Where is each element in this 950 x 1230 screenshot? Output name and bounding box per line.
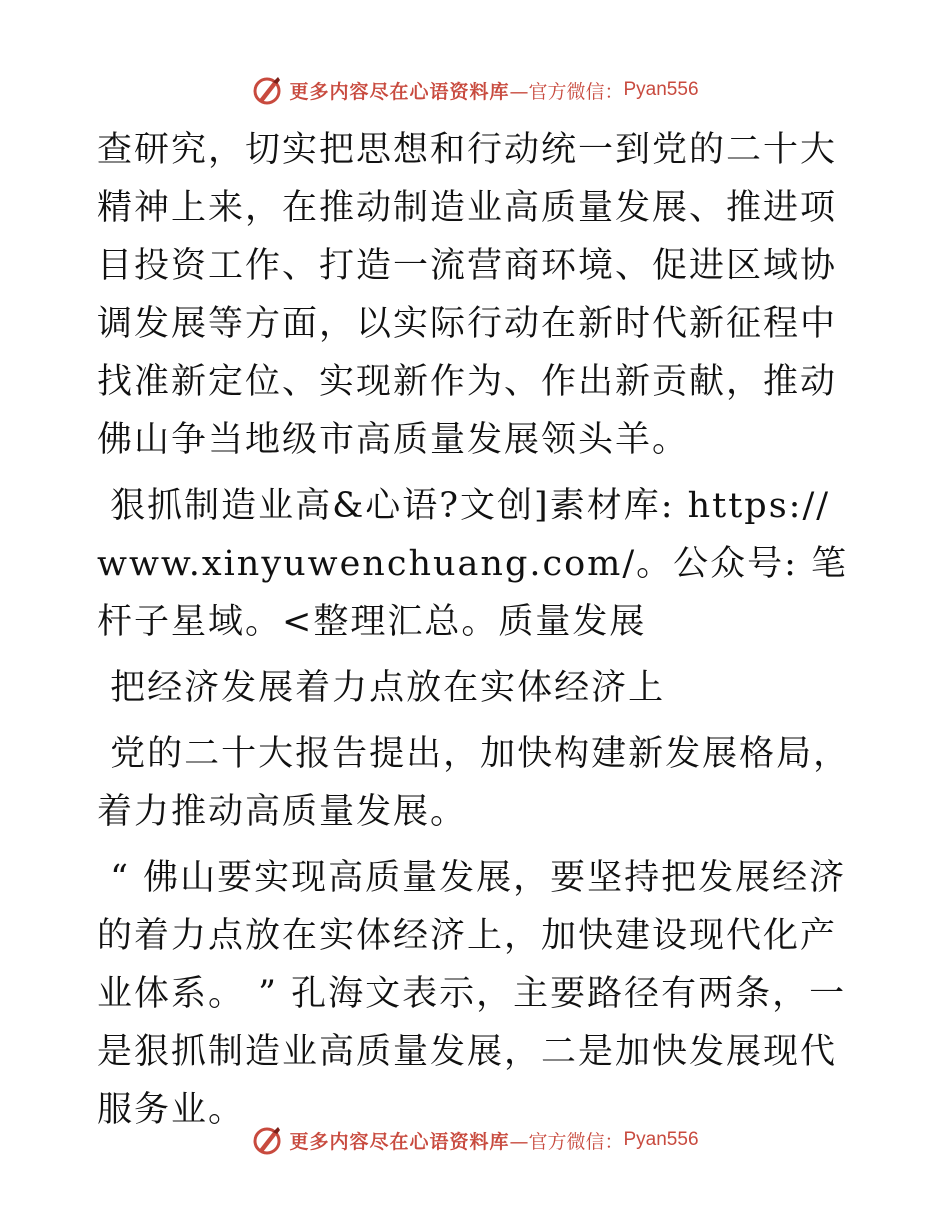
watermark-separator: —官方微信： [509,1130,624,1153]
watermark-banner-bottom [0,1120,950,1160]
watermark-text: 更多内容尽在心语资料库 [289,80,510,103]
paragraph: 查研究，切实把思想和行动统一到党的二十大精神上来，在推动制造业高质量发展、推进项目投资工作、打造一流营商环境、促进区域协调发展等方面，以实际行动在新时代新征程中找准新定位、实现新作为、作出新贡献，推动佛山争当地级市高质量发展领头羊。 [97,130,838,460]
watermark-account: Pyan556 [623,79,699,100]
paragraph: 党的二十大报告提出，加快构建新发展格局，着力推动高质量发展。 [97,734,851,832]
brush-pen-logo-icon [251,1124,283,1156]
paragraph-with-url: 狠抓制造业高&心语?文创]素材库: https://www.xinyuwenchuang.com/。公众号: 笔杆子星域。<整理汇总。质量发展 [97,486,849,642]
section-heading: 把经济发展着力点放在实体经济上 [97,668,666,708]
paragraph: “ 佛山要实现高质量发展，要坚持把发展经济的着力点放在实体经济上，加快建设现代化产业体系。 ” 孔海文表示，主要路径有两条，一是狠抓制造业高质量发展，二是加快发展现代服务业。 [97,858,847,1130]
document-body [97,122,857,1147]
brush-pen-logo-icon [251,74,283,106]
watermark-text: 更多内容尽在心语资料库 [289,1130,510,1153]
watermark-separator: —官方微信： [509,80,624,103]
watermark-account: Pyan556 [623,1129,699,1150]
watermark-banner-top [0,70,950,110]
